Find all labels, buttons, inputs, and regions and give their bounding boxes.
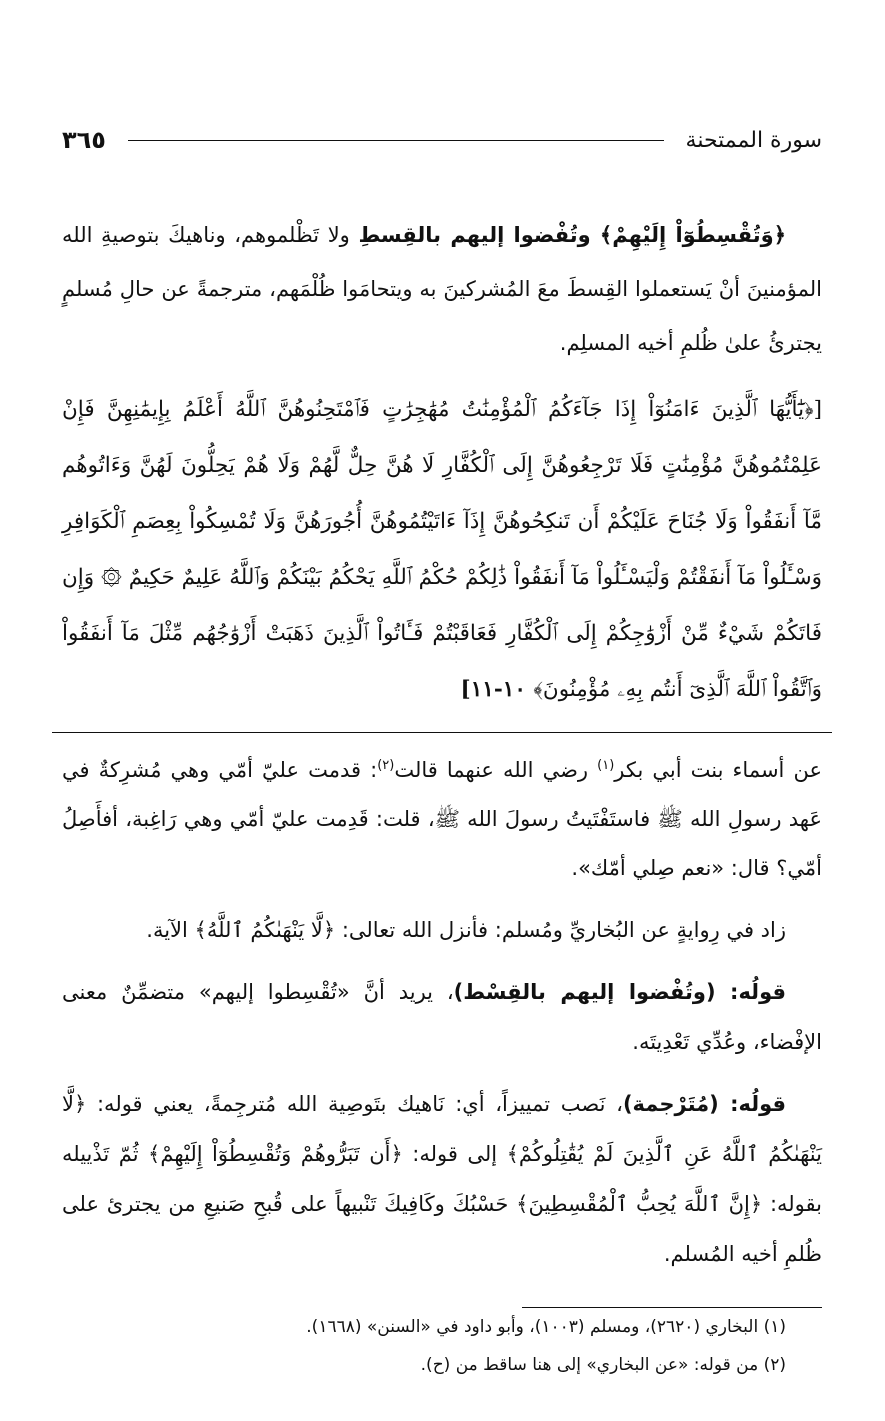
section-divider [52,732,832,733]
hadith-part1: عن أسماء بنت أبي بكر [614,758,822,782]
quran-verses [62,382,822,718]
footnote-ref-2: (٢) [377,758,395,773]
page-number: ٣٦٥ [62,126,106,154]
intro-paragraph [62,208,822,370]
page-header [62,120,822,160]
commentary-3-rest: ، نَصب تمييزاً، أي: نَاهيك بتَوصِية الله مُترجِمةً، يعني قوله: ﴿لَّا يَنْهَىٰكُمُ ٱللَّهُ عَنِ ٱلَّذِينَ لَمْ يُقَٰتِلُوكُمْ﴾ إلى قوله: ﴿أَن تَبَرُّوهُمْ وَتُقْسِطُوٓاْ إِلَيْهِمْ﴾ ثُمّ تَذْييله بقوله: ﴿إِنَّ ٱللَّهَ يُحِبُّ ٱلْمُقْسِطِينَ﴾ حَسْبُكَ وكَافِيكَ تَنْبيهاً على قُبحِ صَنيعِ من يجترئ على ظُلمِ أخيه المُسلم. [62,1092,822,1266]
commentary-3-lead: قولُه: (مُتَرْجمة) [622,1092,787,1116]
footnote-ref-1: (١) [597,758,615,773]
hadith-part2: رضي الله عنهما قالت [394,758,598,782]
header-rule [128,140,664,141]
commentary-2-lead: قولُه: (وتُفْضوا إليهم بالقِسْط) [453,980,786,1004]
verses-reference: ١٠-١١] [460,677,534,702]
commentary-paragraph-2 [62,967,822,1067]
book-page [62,120,822,1384]
intro-lead: ﴿وَتُقْسِطُوٓاْ إِلَيْهِمْ﴾ وتُفْضوا إليهم بالقِسطِ [358,223,786,247]
commentary-1-text: زاد في رِوايةٍ عن البُخاريِّ ومُسلم: فأنزل الله تعالى: ﴿لَّا يَنْهَىٰكُمُ ٱللَّهُ﴾ الآية. [146,918,786,942]
verses-text: [﴿يَٰٓأَيُّهَا ٱلَّذِينَ ءَامَنُوٓاْ إِذَا جَآءَكُمُ ٱلْمُؤْمِنَٰتُ مُهَٰجِرَٰتٍ فَٱمْتَحِنُوهُنَّ ٱللَّهُ أَعْلَمُ بِإِيمَٰنِهِنَّ فَإِنْ عَلِمْتُمُوهُنَّ مُؤْمِنَٰتٍ فَلَا تَرْجِعُوهُنَّ إِلَى ٱلْكُفَّارِ لَا هُنَّ حِلٌّ لَّهُمْ وَلَا هُمْ يَحِلُّونَ لَهُنَّ وَءَاتُوهُم مَّآ أَنفَقُواْ وَلَا جُنَاحَ عَلَيْكُمْ أَن تَنكِحُوهُنَّ إِذَآ ءَاتَيْتُمُوهُنَّ أُجُورَهُنَّ وَلَا تُمْسِكُواْ بِعِصَمِ ٱلْكَوَافِرِ وَسْـَٔلُواْ مَآ أَنفَقْتُمْ وَلْيَسْـَٔلُواْ مَآ أَنفَقُواْ ذَٰلِكُمْ حُكْمُ ٱللَّهِ يَحْكُمُ بَيْنَكُمْ وَٱللَّهُ عَلِيمٌ حَكِيمٌ ۞ وَإِن فَاتَكُمْ شَيْءٌ مِّنْ أَزْوَٰجِكُمْ إِلَى ٱلْكُفَّارِ فَعَاقَبْتُمْ فَـَٔاتُواْ ٱلَّذِينَ ذَهَبَتْ أَزْوَٰجُهُم مِّثْلَ مَآ أَنفَقُواْ وَٱتَّقُواْ ٱللَّهَ ٱلَّذِىٓ أَنتُم بِهِۦ مُؤْمِنُونَ﴾ [62,397,822,702]
footnote-2: (٢) من قوله: «عن البخاري» إلى هنا ساقط من (ح). [420,1355,786,1375]
commentary-paragraph-1 [62,905,822,955]
commentary-2-rest: ، يريد أنَّ «تُقْسِطوا إليهم» متضمِّنٌ معنى الإفْضاء، وعُدِّي تَعْدِيتَه. [62,980,822,1054]
hadith-paragraph [62,741,822,893]
intro-rest: ولا تَظْلموهم، وناهيكَ بتوصيةِ الله المؤمنينَ أنْ يَستعملوا القِسطَ معَ المُشركينَ به ويتحامَوا ظُلْمَهم، مترجمةً عن حالِ مُسلمٍ يجترئُ علىٰ ظُلمِ أخيه المسلِم. [62,223,822,355]
hadith-part3: : قدمت عليّ أمّي وهي مُشرِكةٌ في عَهد رسولِ الله ﷺ فاستَفْتَيتُ رسولَ الله ﷺ، قلت: قَدِمت عليّ أمّي وهي رَاغِبة، أفأَصِلُ أمّي؟ قال: «نعم صِلي أمّك». [62,758,822,880]
surah-name: سورة الممتحنة [685,127,822,153]
footnote-1: (١) البخاري (٢٦٢٠)، ومسلم (١٠٠٣)، وأبو داود في «السنن» (١٦٦٨). [306,1317,786,1337]
commentary-paragraph-3 [62,1079,822,1279]
